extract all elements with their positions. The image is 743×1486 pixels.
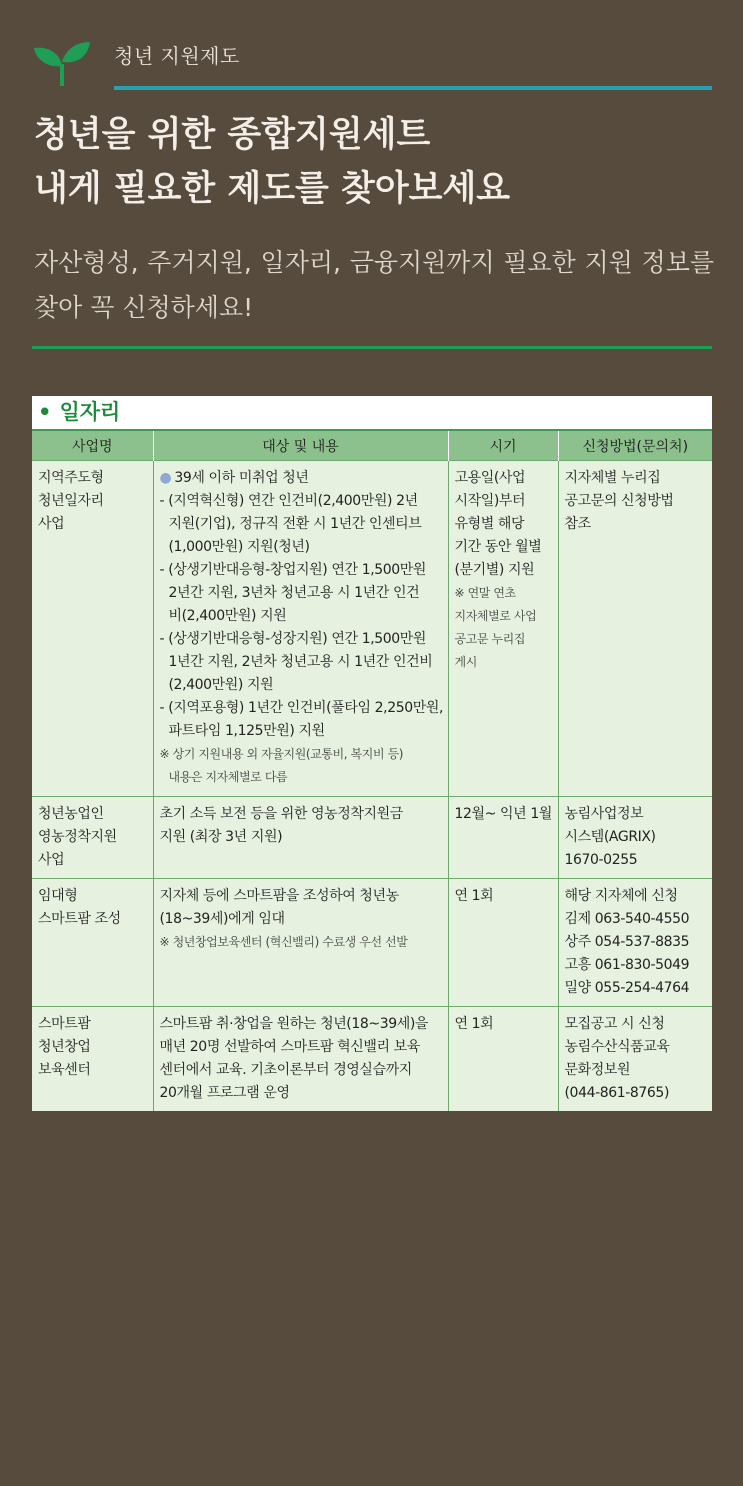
content-note: ※ 청년창업보육센터 (혁신밸리) 수료생 우선 선발	[159, 935, 408, 949]
content-cell	[153, 797, 448, 879]
content-line: 2년간 지원, 3년차 청년고용 시 1년간 인건	[168, 585, 420, 601]
content-line: 지원(기업), 정규직 전환 시 1년간 인센티브	[168, 516, 422, 532]
program-name-line: 사업	[38, 516, 65, 532]
content-line: - (상생기반대응형-성장지원) 연간 1,500만원	[159, 631, 427, 647]
content-line: (1,000만원) 지원(청년)	[168, 539, 310, 555]
header-rule	[114, 86, 712, 90]
table-row	[32, 1007, 712, 1112]
content-line: - (상생기반대응형-창업지원) 연간 1,500만원	[159, 562, 427, 578]
apply-cell	[558, 879, 712, 1007]
program-name-line: 청년일자리	[38, 493, 104, 509]
apply-line: 고흥 061-830-5049	[564, 957, 690, 973]
period-note: ※ 연말 연초	[454, 586, 516, 600]
content-line: 파트타임 1,125만원) 지원	[168, 723, 325, 739]
program-name-line: 청년농업인	[38, 806, 104, 822]
period-line: 연 1회	[454, 1016, 494, 1032]
content-line: (18~39세)에게 임대	[159, 911, 285, 927]
content-cell	[153, 461, 448, 797]
table-row	[32, 461, 712, 797]
table-heading	[32, 396, 712, 431]
content-note: ※ 상기 지원내용 외 자율지원(교통비, 복지비 등)	[159, 747, 404, 761]
apply-cell	[558, 1007, 712, 1112]
program-name-line: 사업	[38, 852, 65, 868]
program-name-cell	[32, 879, 153, 1007]
apply-line: 공고문의 신청방법	[564, 493, 674, 509]
title-line-1: 청년을 위한 종합지원세트	[34, 115, 431, 155]
program-name-line: 지역주도형	[38, 470, 104, 486]
jobs-table	[32, 431, 712, 1111]
content-line: 스마트팜 취·창업을 원하는 청년(18~39세)을	[159, 1016, 429, 1032]
content-line: 1년간 지원, 2년차 청년고용 시 1년간 인건비	[168, 654, 433, 670]
sprout-icon	[32, 38, 92, 88]
period-line: 유형별 해당	[454, 516, 525, 532]
period-cell	[448, 1007, 558, 1112]
table-row	[32, 879, 712, 1007]
apply-line: 1670-0255	[564, 852, 638, 868]
apply-line: 시스템(AGRIX)	[564, 829, 656, 845]
apply-line: 문화정보원	[564, 1062, 631, 1078]
content-line: 매년 20명 선발하여 스마트팜 혁신밸리 보육	[159, 1039, 420, 1055]
program-name-line: 청년창업	[38, 1039, 91, 1055]
page-title	[34, 108, 714, 216]
jobs-table-panel	[32, 396, 712, 1101]
program-name-line: 영농정착지원	[38, 829, 117, 845]
content-line: - (지역포용형) 1년간 인건비(풀타임 2,250만원,	[159, 700, 444, 716]
content-line: 센터에서 교육. 기초이론부터 경영실습까지	[159, 1062, 412, 1078]
table-heading-text: 일자리	[59, 400, 121, 424]
section-label: 청년 지원제도	[114, 44, 240, 68]
period-line: 기간 동안 월별	[454, 539, 542, 555]
program-name-line: 임대형	[38, 888, 78, 904]
content-line: 지원 (최장 3년 지원)	[159, 829, 283, 845]
apply-line: 상주 054-537-8835	[564, 934, 690, 950]
content-line: 20개월 프로그램 운영	[159, 1085, 290, 1101]
bullet-icon: ●	[159, 470, 172, 486]
content-line: 초기 소득 보전 등을 위한 영농정착지원금	[159, 806, 403, 822]
period-line: 고용일(사업	[454, 470, 526, 486]
content-cell	[153, 1007, 448, 1112]
table-header-row	[32, 431, 712, 461]
period-cell	[448, 797, 558, 879]
section-header	[32, 34, 712, 94]
apply-line: 농림사업정보	[564, 806, 644, 822]
content-line: 지자체 등에 스마트팜을 조성하여 청년농	[159, 888, 399, 904]
column-header-content: 대상 및 내용	[153, 431, 448, 461]
apply-line: 해당 지자체에 신청	[564, 888, 678, 904]
period-line: 12월~ 익년 1월	[454, 806, 552, 822]
period-cell	[448, 879, 558, 1007]
apply-line: 농림수산식품교육	[564, 1039, 670, 1055]
column-header-name: 사업명	[32, 431, 153, 461]
period-cell	[448, 461, 558, 797]
content-line: (2,400만원) 지원	[168, 677, 274, 693]
apply-cell	[558, 461, 712, 797]
apply-line: 밀양 055-254-4764	[564, 980, 690, 996]
divider	[32, 346, 712, 349]
content-line: ● 39세 이하 미취업 청년	[159, 470, 309, 486]
content-cell	[153, 879, 448, 1007]
program-name-cell	[32, 797, 153, 879]
content-line: - (지역혁신형) 연간 인건비(2,400만원) 2년	[159, 493, 418, 509]
table-row	[32, 797, 712, 879]
title-line-2: 내게 필요한 제도를 찾아보세요	[34, 169, 511, 209]
apply-line: 모집공고 시 신청	[564, 1016, 665, 1032]
period-note: 게시	[454, 655, 477, 669]
period-line: 시작일)부터	[454, 493, 526, 509]
program-name-cell	[32, 461, 153, 797]
apply-cell	[558, 797, 712, 879]
program-name-line: 스마트팜 조성	[38, 911, 121, 927]
apply-line: 김제 063-540-4550	[564, 911, 690, 927]
apply-line: (044-861-8765)	[564, 1085, 669, 1101]
content-line: 비(2,400만원) 지원	[168, 608, 287, 624]
page-subtitle: 자산형성, 주거지원, 일자리, 금융지원까지 필요한 지원 정보를 찾아 꼭 신청하세요!	[34, 248, 714, 322]
apply-line: 지자체별 누리집	[564, 470, 661, 486]
apply-line: 참조	[564, 516, 591, 532]
period-line: 연 1회	[454, 888, 494, 904]
column-header-apply: 신청방법(문의처)	[558, 431, 712, 461]
program-name-cell	[32, 1007, 153, 1112]
period-note: 공고문 누리집	[454, 632, 526, 646]
period-line: (분기별) 지원	[454, 562, 535, 578]
period-note: 지자체별로 사업	[454, 609, 537, 623]
heading-bullet-icon: •	[38, 400, 52, 424]
program-name-line: 보육센터	[38, 1062, 91, 1078]
program-name-line: 스마트팜	[38, 1016, 91, 1032]
content-note: 내용은 지자체별로 다름	[168, 770, 288, 784]
column-header-period: 시기	[448, 431, 558, 461]
